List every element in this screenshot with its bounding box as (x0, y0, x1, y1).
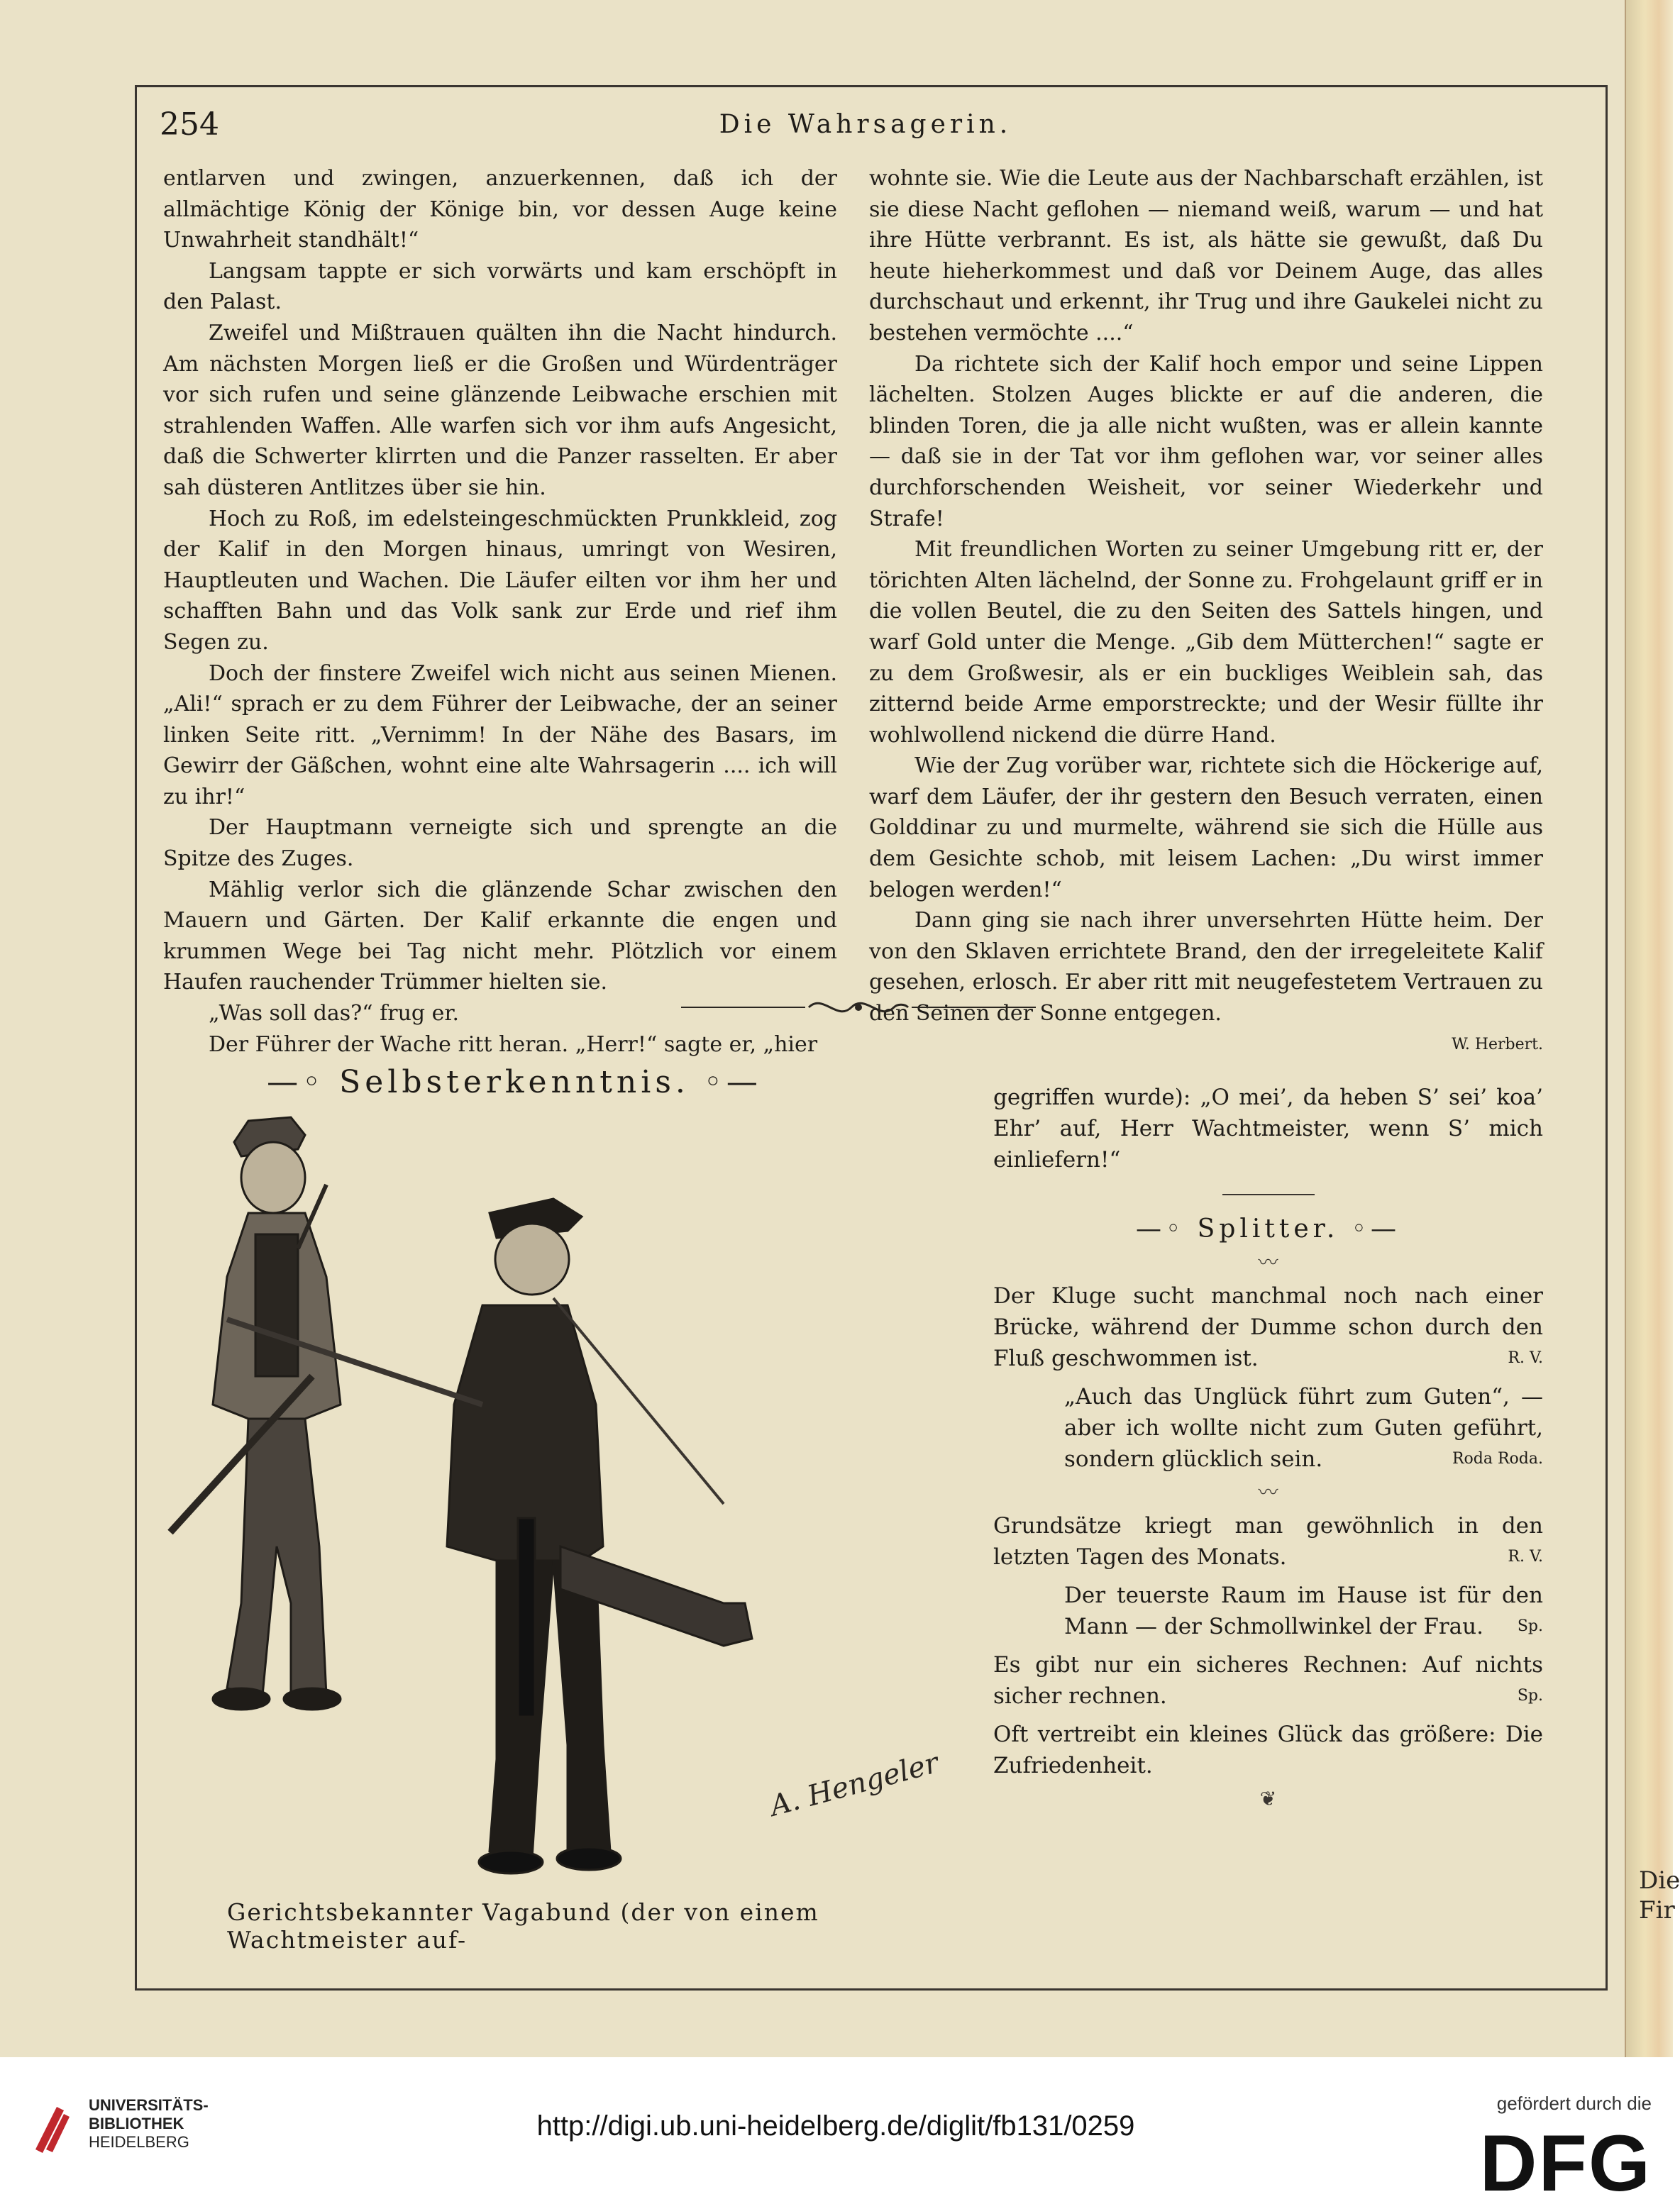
caption-continuation: gegriffen wurde): „O mei’, da heben S’ sei’ koa’ Ehr’ auf, Herr Wachtmeister, wenn S’ mich einliefern!“ (993, 1085, 1543, 1173)
paragraph: Wie der Zug vorüber war, richtete sich die Höckerige auf, warf dem Läufer, der ihr gestern den Besuch verraten, einen Golddinar zu und murmelte, während sie sich die Hülle aus dem Gesichte schob, mit leisem Lachen: „Du wirst immer belogen werden!“ (869, 753, 1543, 902)
paragraph: Langsam tappte er sich vorwärts und kam erschöpft in den Palast. (163, 258, 837, 315)
artist-signature: A. Hengeler (766, 1746, 942, 1823)
splitter-heading: —◦ Splitter. ◦— (1135, 1214, 1401, 1244)
adjacent-word-2: Fir (1639, 1896, 1675, 1925)
paragraph: Mählig verlor sich die glänzende Schar zwischen den Mauern und Gärten. Der Kalif erkannte die engen und krummen Wege bei Tag nicht mehr. Plötzlich vor einem Haufen rauchender Trümmer hielten sie. (163, 877, 837, 995)
aphorism-source: R. V. (1508, 1349, 1543, 1367)
aphorism-source: Roda Roda. (1452, 1450, 1543, 1468)
sidebar-column (993, 1082, 1543, 1810)
running-head: Die Wahrsagerin. (719, 110, 1012, 139)
dfg-logo: DFG (1479, 2119, 1652, 2208)
page-header (156, 106, 1575, 149)
permalink[interactable]: http://digi.ub.uni-heidelberg.de/diglit/fb131/0259 (536, 2110, 1135, 2142)
adjacent-page-text (1639, 1866, 1680, 1925)
adjacent-page-edge (1625, 0, 1680, 2057)
institution-name: UNIVERSITÄTS- BIBLIOTHEK HEIDELBERG (89, 2096, 209, 2151)
flourish-right-icon: ◦— (1339, 1214, 1401, 1244)
paragraph: Zweifel und Mißtrauen quälten ihn die Nacht hindurch. Am nächsten Morgen ließ er die Großen und Würdenträger vor sich rufen und seine glänzende Leibwache erschien mit strahlenden Waffen. Alle warfen sich vor ihm aufs Angesicht, daß die Schwerter klirrten und die Panzer rasselten. Er aber sah düsteren Antlitzes über sie hin. (163, 320, 837, 500)
aphorism-source: R. V. (1508, 1548, 1543, 1566)
author-signature: W. Herbert. (1452, 1035, 1543, 1053)
paragraph: Doch der finstere Zweifel wich nicht aus seinen Mienen. „Ali!“ sprach er zu dem Führer der Leibwache, der an seiner linken Seite ritt. „Vernimm! In der Nähe des Basars, im Gewirr der Gäßchen, wohnt eine alte Wahrsagerin .... ich will zu ihr!“ (163, 660, 837, 809)
story-column-right (869, 163, 1543, 1051)
paragraph: Hoch zu Roß, im edelsteingeschmückten Prunkkleid, zog der Kalif in den Morgen hinaus, umringt von Wesiren, Hauptleuten und Wachen. Die Läufer eilten vor ihm her und schafften Bahn und das Volk sank zur Erde und rief ihm Segen zu. (163, 506, 837, 655)
aphorism: „Auch das Unglück führt zum Guten“, — aber ich wollte nicht zum Guten geführt, sondern glücklich sein. Roda Roda. (993, 1381, 1543, 1475)
story-column-left (163, 163, 837, 1060)
adjacent-word-1: Die (1639, 1866, 1680, 1895)
flourish-right-icon: ◦— (689, 1064, 762, 1100)
aphorism: Es gibt nur ein sicheres Rechnen: Auf nichts sicher rechnen. Sp. (993, 1649, 1543, 1712)
aphorism: Grundsätze kriegt man gewöhnlich in den letzten Tagen des Monats. R. V. (993, 1510, 1543, 1573)
aphorism-source: Sp. (1517, 1687, 1543, 1705)
funding-note: gefördert durch die (1496, 2093, 1652, 2114)
illustration-vagabond-and-sergeant (184, 1107, 979, 1894)
separator-rule (1222, 1194, 1315, 1195)
paragraph: „Was soll das?“ frug er. (209, 1001, 459, 1026)
page-number: 254 (160, 106, 219, 143)
paragraph: Der Hauptmann verneigte sich und sprengte an die Spitze des Zuges. (163, 815, 837, 872)
aphorism-source: Sp. (1517, 1617, 1543, 1635)
aphorism: Der teuerste Raum im Hause ist für den Mann — der Schmollwinkel der Frau. Sp. (993, 1580, 1543, 1642)
paragraph: wohnte sie. Wie die Leute aus der Nachbarschaft erzählen, ist sie diese Nacht geflohen — niemand weiß, warum — und hat ihre Hütte verbrannt. Es ist, als hätte sie gewußt, daß Du heute hieherkommest und daß vor Deinem Auge, das alles durchschaut und erkennt, ihr Trug und ihre Gaukelei nicht zu bestehen vermöchte ....“ (869, 166, 1543, 345)
section-title: —◦ Selbsterkenntnis. ◦— (267, 1064, 762, 1100)
end-ornament-icon: ❦ (1259, 1787, 1277, 1810)
aphorism: Oft vertreibt ein kleines Glück das größere: Die Zufriedenheit. (993, 1722, 1543, 1778)
paragraph: Dann ging sie nach ihrer unversehrten Hütte heim. Der von den Sklaven errichtete Brand, den der irregeleitete Kalif gesehen, erlosch. Er aber ritt mit neugefestetem Vertrauen zu den Seinen der Sonne entgegen. (869, 908, 1543, 1026)
wave-divider-icon: 〰 (1258, 1251, 1278, 1274)
divider-ornament (681, 993, 1036, 1029)
paragraph: Mit freundlichen Worten zu seiner Umgebung ritt er, der törichten Alten lächelnd, der Sonne zu. Frohgelaunt griff er in die vollen Beutel, die zu den Seiten des Sattels hingen, und warf Gold unter die Menge. „Gib dem Mütterchen!“ sagte er zu dem Großwesir, als er ein buckliges Weiblein sah, das zitternd beide Arme emporstreckte; und der Wesir füllte ihr wohlwollend nickend die dürre Hand. (869, 537, 1543, 748)
flourish-left-icon: —◦ (267, 1064, 340, 1100)
paragraph: Da richtete sich der Kalif hoch empor und seine Lippen lächelten. Stolzen Auges blickte er auf die anderen, die blinden Toren, die ja alle nicht wußten, was er allein kannte — daß sie in der Tat vor ihm geflohen war, vor seiner alles durchforschenden Weisheit, vor seiner Wiederkehr und Strafe! (869, 351, 1543, 531)
illustration-caption: Gerichtsbekannter Vagabund (der von einem Wachtmeister auf- (227, 1898, 819, 1954)
paragraph: Der Führer der Wache ritt heran. „Herr!“ sagte er, „hier (209, 1031, 818, 1057)
flourish-left-icon: —◦ (1135, 1214, 1198, 1244)
aphorism: Der Kluge sucht manchmal noch nach einer Brücke, während der Dumme schon durch den Fluß geschwommen ist. R. V. (993, 1280, 1543, 1374)
vagabond-figure (170, 1117, 341, 1710)
paragraph: entlarven und zwingen, anzuerkennen, daß ich der allmächtige König der Könige bin, vor dessen Auge keine Unwahrheit standhält!“ (163, 166, 837, 253)
wave-divider-icon: 〰 (1258, 1480, 1278, 1504)
